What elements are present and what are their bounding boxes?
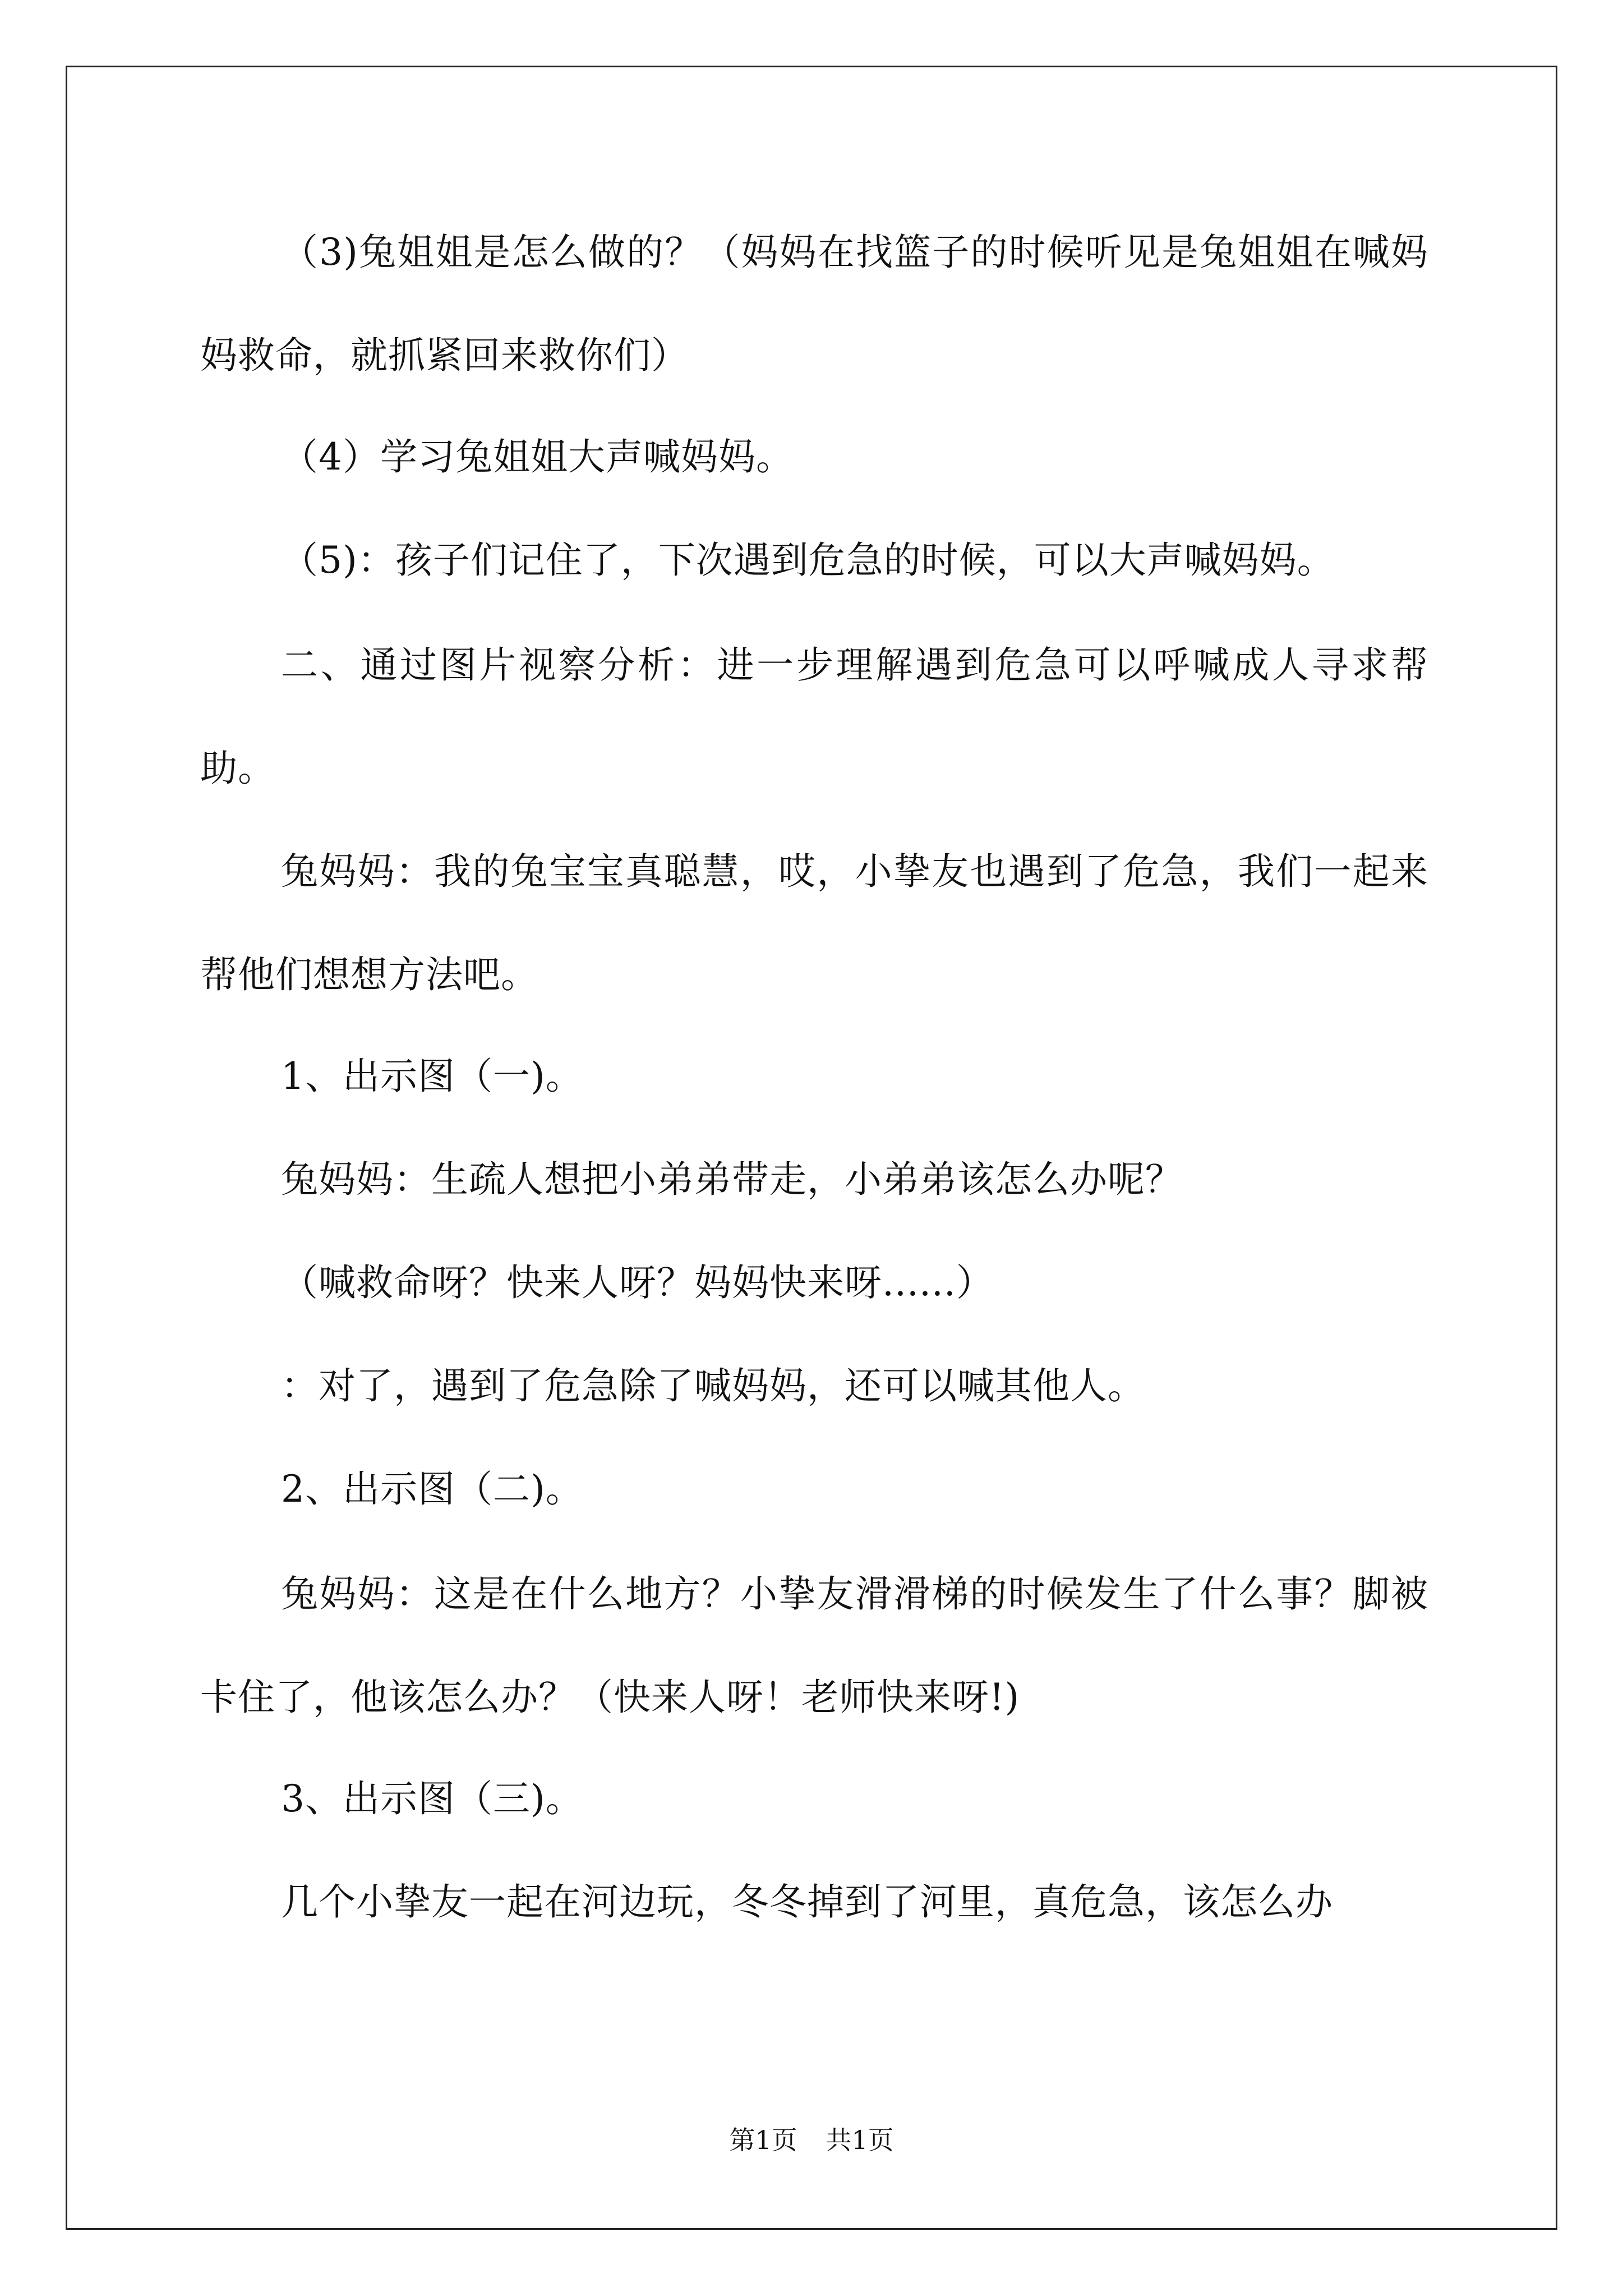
paragraph-13: 几个小挚友一起在河边玩，冬冬掉到了河里，真危急，该怎么办 [281, 1880, 1333, 1924]
paragraph-5: 兔妈妈：我的兔宝宝真聪慧，哎，小挚友也遇到了危急，我们一起来帮他们想想方法吧。 [200, 850, 1428, 996]
paragraph-9: ：对了，遇到了危急除了喊妈妈，还可以喊其他人。 [281, 1364, 1145, 1407]
paragraph-10: 2、出示图（二)。 [281, 1467, 583, 1511]
page-number-current: 第1页 [729, 2125, 797, 2155]
paragraph-8: （喊救命呀？快来人呀？妈妈快来呀......） [281, 1261, 994, 1304]
paragraph-3: （5)：孩子们记住了，下次遇到危急的时候，可以大声喊妈妈。 [281, 539, 1335, 582]
paragraph-6: 1、出示图（一)。 [281, 1055, 583, 1098]
paragraph-12: 3、出示图（三)。 [281, 1777, 583, 1820]
paragraph-2: （4）学习兔姐姐大声喊妈妈。 [281, 435, 794, 478]
paragraph-4: 二、通过图片视察分析：进一步理解遇到危急可以呼喊成人寻求帮助。 [200, 643, 1428, 790]
paragraph-1: （3)兔姐姐是怎么做的？（妈妈在找篮子的时候听见是兔姐姐在喊妈妈救命，就抓紧回来救你们） [200, 231, 1428, 377]
paragraph-11: 兔妈妈：这是在什么地方？小挚友滑滑梯的时候发生了什么事？脚被卡住了，他该怎么办？（快来人呀！老师快来呀!) [200, 1572, 1428, 1719]
page-footer [0, 2123, 1623, 2157]
paragraph-7: 兔妈妈：生疏人想把小弟弟带走，小弟弟该怎么办呢？ [281, 1158, 1183, 1201]
page-number-total: 共1页 [826, 2125, 894, 2155]
